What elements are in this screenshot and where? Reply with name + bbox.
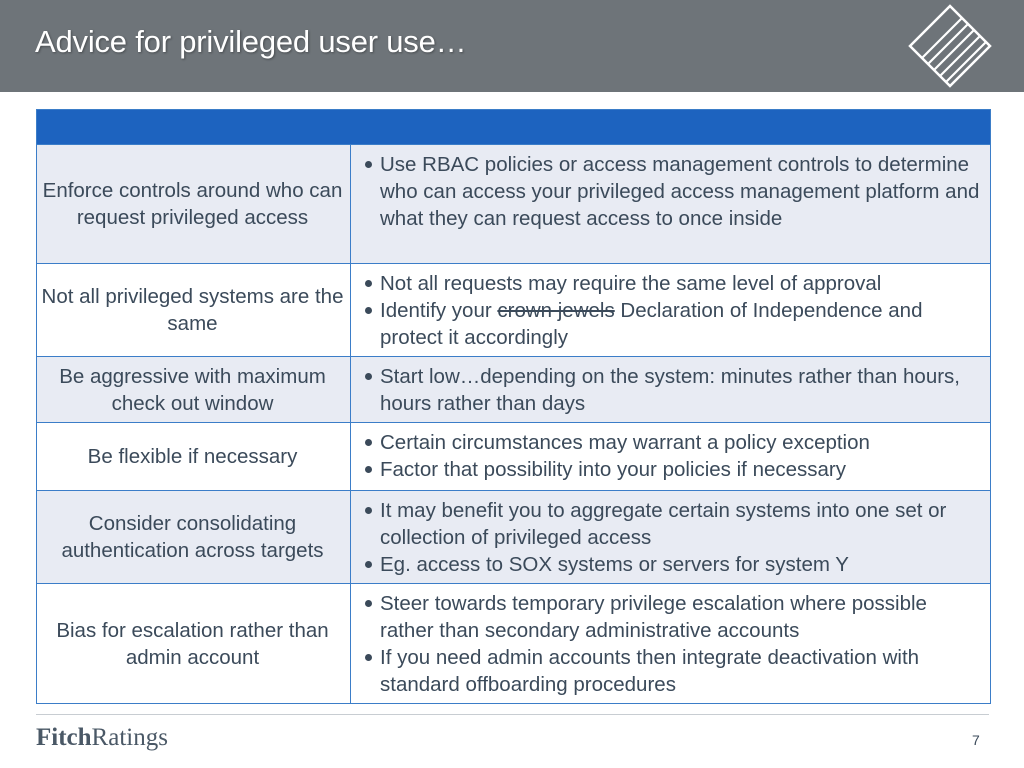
bullet-item: Eg. access to SOX systems or servers for system Y (363, 551, 982, 578)
row-content (351, 423, 990, 490)
table-row (37, 422, 990, 490)
bullet-item: If you need admin accounts then integrate deactivation with standard offboarding procedures (363, 644, 982, 698)
brand-name-regular: Ratings (91, 724, 168, 751)
row-content (351, 491, 990, 583)
bullet-item: Certain circumstances may warrant a policy exception (363, 429, 982, 456)
row-content (351, 584, 990, 703)
table-row (37, 583, 990, 703)
bullet-prefix: Identify your (380, 299, 498, 322)
table-row (37, 144, 990, 263)
slide-header (0, 0, 1024, 92)
bullet-item: Factor that possibility into your policies if necessary (363, 456, 982, 483)
row-content (351, 145, 990, 263)
row-content (351, 357, 990, 422)
row-label: Not all privileged systems are the same (37, 264, 351, 356)
row-label: Enforce controls around who can request privileged access (37, 145, 351, 263)
diamond-logo-icon (908, 4, 992, 88)
table-header-bar (37, 110, 990, 144)
row-label: Be aggressive with maximum check out window (37, 357, 351, 422)
bullet-suffix: Declaration of Independence and protect it accordingly (380, 299, 923, 349)
bullet-item: Steer towards temporary privilege escalation where possible rather than secondary administrative accounts (363, 590, 982, 644)
advice-table (36, 109, 991, 704)
page-number: 7 (972, 732, 980, 748)
table-row (37, 356, 990, 422)
table-row (37, 490, 990, 583)
row-content (351, 264, 990, 356)
table-row (37, 263, 990, 356)
struck-text: crown jewels (497, 299, 615, 322)
row-label: Consider consolidating authentication across targets (37, 491, 351, 583)
slide-title: Advice for privileged user use… (35, 24, 467, 59)
brand-name-bold: Fitch (36, 724, 92, 751)
bullet-item: It may benefit you to aggregate certain systems into one set or collection of privileged access (363, 497, 982, 551)
fitch-ratings-logo (36, 724, 168, 752)
bullet-item: Start low…depending on the system: minutes rather than hours, hours rather than days (363, 363, 982, 417)
row-label: Bias for escalation rather than admin account (37, 584, 351, 703)
bullet-item: Use RBAC policies or access management controls to determine who can access your privileged access management platform and what they can request access to once inside (363, 151, 982, 232)
row-label: Be flexible if necessary (37, 423, 351, 490)
bullet-item: Not all requests may require the same level of approval (363, 270, 982, 297)
footer-divider (36, 714, 989, 715)
bullet-item (363, 297, 982, 351)
